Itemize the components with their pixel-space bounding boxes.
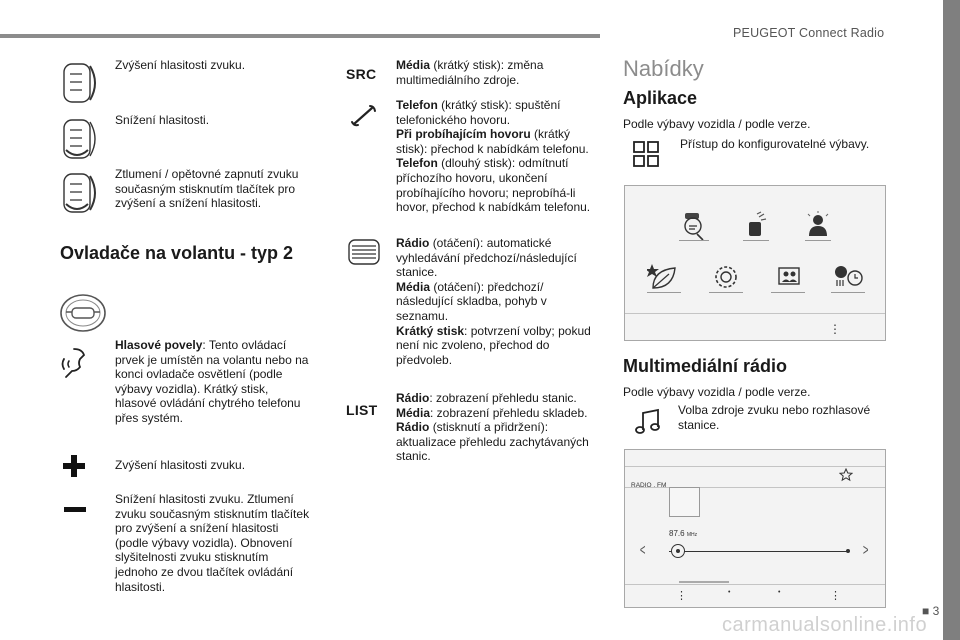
scroll-indicator (679, 581, 729, 583)
section-title-steering: Ovladače na volantu - typ 2 (60, 243, 294, 263)
thumbwheel-title-1: Rádio (396, 236, 430, 250)
music-note-icon (634, 408, 662, 436)
src-media-text: (krátký stisk): změna multimediálního zdroje. (396, 58, 544, 87)
phone-text-1: (krátký stisk): spuštění telefonického hovoru. (396, 98, 561, 127)
list-text (396, 391, 601, 464)
page-number: ■ 3 (922, 604, 940, 618)
volume-down-switch-icon (60, 116, 102, 162)
phone-title-1: Telefon (396, 98, 438, 112)
thumbwheel-text-1: (otáčení): automatické vyhledávání předchozí/následující stanice. (396, 236, 577, 280)
minus-icon (64, 507, 86, 512)
phone-text (396, 98, 596, 215)
voice-command-title: Hlasové povely (115, 338, 203, 352)
car-settings-icon[interactable] (709, 262, 743, 294)
thumbwheel-text (396, 236, 596, 367)
apps-title: Aplikace (623, 88, 698, 108)
thumbwheel-text-3: : potvrzení volby; pokud není nic zvoleno, přechod do předvoleb. (396, 323, 591, 367)
driver-profile-icon[interactable] (805, 210, 831, 242)
radio-options-button[interactable]: ⋮ (830, 590, 841, 602)
phone-text-3: (dlouhý stisk): odmítnutí příchozího hovoru, ukončení probíhajícího hovoru; neprobíhá-li hovor, přechod k nabídkám telefonu. (396, 156, 591, 215)
list-text-1: : zobrazení přehledu stanic. (429, 391, 577, 405)
thumbwheel-title-2: Média (396, 279, 431, 294)
frequency-unit: MHz (686, 532, 698, 538)
frequency-slider[interactable] (669, 551, 849, 552)
mute-text: Ztlumení / opětovné zapnutí zvuku současným stisknutím tlačítek pro zvýšení a snížení hlasitosti. (115, 167, 299, 211)
frequency-value: 87.6 (669, 529, 685, 538)
voice-command-block: Hlasové povely: Tento ovládací prvek je umístěn na volantu nebo na konci ovladače osvětlení (podle výbavy vozidla). Krátký stisk, hlasové ovládání chytrého telefonu přes systém. (115, 338, 309, 425)
list-text-2: : zobrazení přehledu skladeb. (430, 405, 588, 420)
mute-switch-icon (60, 170, 102, 216)
plus-text: Zvýšení hlasitosti zvuku. (115, 458, 246, 472)
apps-screen (624, 185, 886, 341)
radio-menu-button[interactable]: ⋮ (676, 590, 687, 602)
page-number-value: 3 (932, 604, 940, 618)
side-tab (943, 0, 960, 640)
volume-down-text: Snížení hlasitosti. (115, 113, 210, 127)
phone-text-2: (krátký stisk): přechod k nabídkám telefonu. (396, 127, 589, 156)
radio-dot-1[interactable]: • (728, 589, 731, 596)
minus-text: Snížení hlasitosti zvuku. Ztlumení zvuku současným stisknutím tlačítek pro zvýšení a snížení hlasitosti (podle výbavy vozidla). Obnovení slyšitelnosti zvuku stisknutím jednoho ze dvou tlačítek ovládání hlasitosti. (115, 492, 310, 594)
connected-nav-icon[interactable] (679, 210, 709, 242)
station-artwork (669, 487, 700, 517)
trip-info-icon[interactable] (831, 262, 865, 294)
volume-up-switch-icon (60, 60, 102, 106)
phone-title-3: Telefon (396, 156, 438, 171)
phone-icon (350, 104, 378, 128)
radio-screen (624, 449, 886, 608)
seek-forward-button[interactable]: > (862, 542, 869, 559)
list-title-3: Rádio (396, 420, 430, 435)
radio-frequency (669, 529, 697, 538)
voice-command-icon (60, 345, 96, 379)
apps-screen-more[interactable]: ⋮ (829, 322, 841, 336)
media-text: Podle výbavy vozidla / podle verze. (623, 385, 811, 399)
src-media-title: Média (396, 58, 431, 72)
slider-end-dot (846, 549, 850, 553)
phone-title-2: Při probíhajícím hovoru (396, 127, 531, 142)
media-title: Multimediální rádio (623, 356, 788, 376)
watermark: carmanualsonline.info (722, 614, 928, 636)
radio-dot-2[interactable]: • (778, 589, 781, 596)
header-title: PEUGEOT Connect Radio (733, 26, 885, 40)
thumbwheel-title-3: Krátký stisk (396, 323, 465, 338)
apps-access-text: Přístup do konfigurovatelné výbavy. (680, 137, 870, 151)
apps-grid-icon (633, 141, 659, 167)
fuel-app-icon[interactable] (743, 210, 769, 242)
plus-icon (63, 455, 85, 477)
steering-wheel-icon (58, 292, 108, 334)
favorite-star-icon[interactable] (839, 468, 853, 482)
apps-text: Podle výbavy vozidla / podle verze. (623, 117, 811, 131)
list-title-2: Média (396, 405, 431, 420)
thumbwheel-text-2: (otáčení): předchozí/ následující skladba, pohyb v seznamu. (396, 279, 547, 323)
thumbwheel-icon (347, 238, 381, 266)
header-rule (0, 34, 600, 38)
voice-command-text: Tento ovládací prvek je umístěn na volantu nebo na konci ovladače osvětlení (podle výbavy vozidla). Krátký stisk, hlasové ovládání chytrého telefonu přes systém. (115, 338, 309, 425)
seek-back-button[interactable]: < (639, 542, 646, 559)
menus-title: Nabídky (623, 56, 704, 81)
radio-band-label: RADIO . FM (631, 482, 667, 489)
src-text (396, 58, 596, 87)
volume-up-text: Zvýšení hlasitosti zvuku. (115, 58, 246, 72)
list-text-3: (stisknutí a přidržení): aktualizace přehledu zachytávaných stanic. (396, 420, 589, 464)
frequency-slider-handle[interactable] (671, 544, 685, 558)
eco-driving-icon[interactable] (647, 262, 681, 294)
media-source-text: Volba zdroje zvuku nebo rozhlasové stanice. (678, 403, 871, 432)
contacts-app-icon[interactable] (771, 262, 805, 294)
list-label: LIST (346, 402, 378, 418)
src-label: SRC (346, 66, 377, 82)
list-title-1: Rádio (396, 391, 430, 405)
